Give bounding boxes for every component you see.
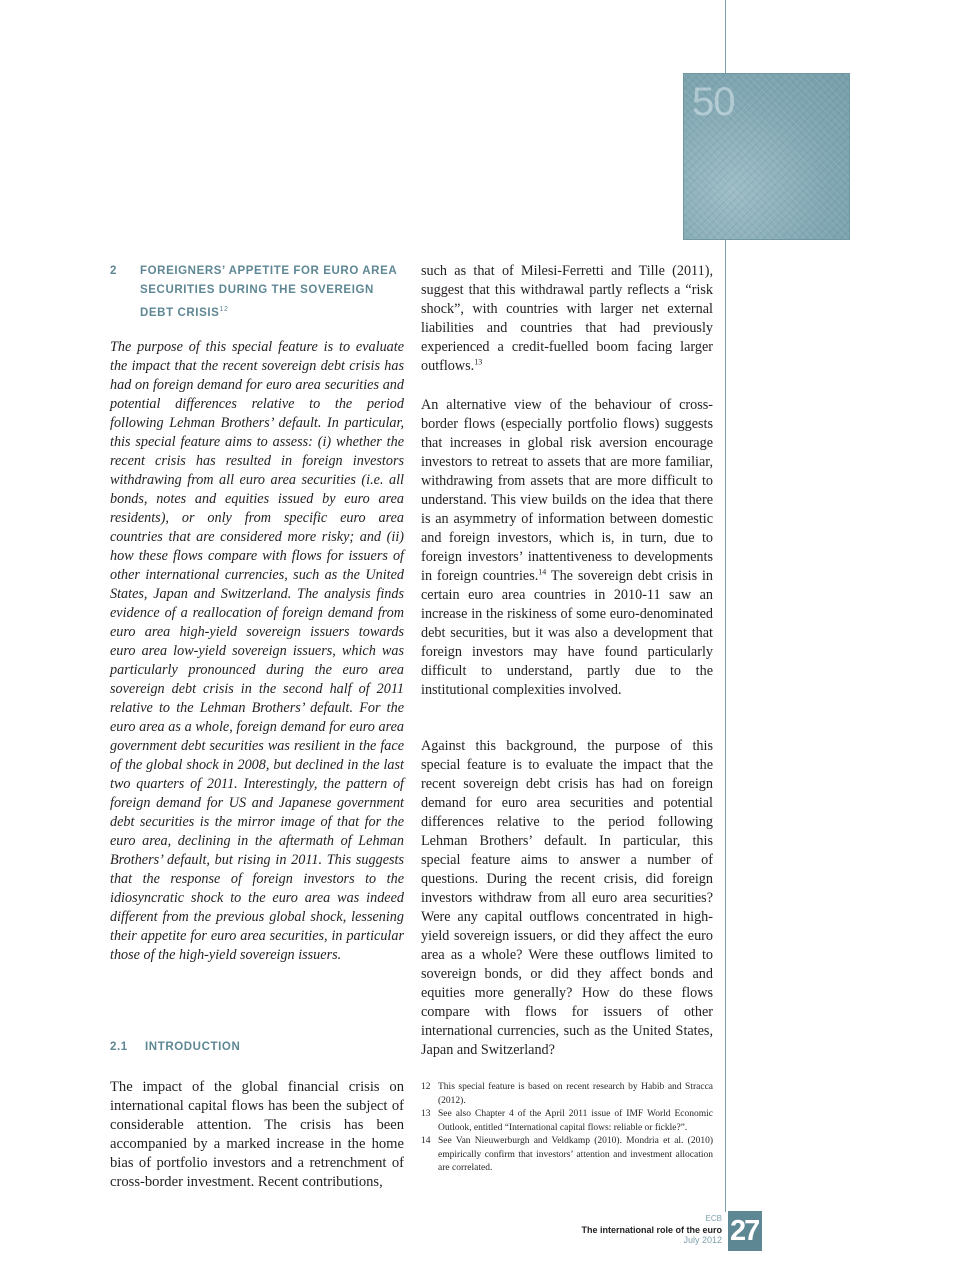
page-number: 27	[728, 1211, 762, 1251]
footnote-number: 13	[421, 1109, 431, 1119]
right-paragraph-1	[421, 262, 713, 376]
section-title: FOREIGNERS’ APPETITE FOR EURO AREA SECURITIES DURING THE SOVEREIGN DEBT CRISIS	[140, 265, 397, 319]
subsection-number: 2.1	[110, 1041, 128, 1053]
section-title-footnote-ref: 12	[219, 306, 229, 313]
right-p2-text-b: The sovereign debt crisis in certain euro area countries in 2010-11 saw an increase in the riskiness of some euro-denominated debt securities, but it was also a development that foreign investors may have found particularly difficult to understand, partly due to the institutional complexities involved.	[421, 568, 713, 698]
subsection-title: INTRODUCTION	[145, 1041, 241, 1053]
footer-publication: The international role of the euro	[581, 1224, 722, 1235]
page-footer	[581, 1214, 722, 1246]
footnote-text: See also Chapter 4 of the April 2011 issue of IMF World Economic Outlook, entitled “International capital flows: reliable or fickle?”.	[438, 1109, 713, 1133]
section-title-wrap	[140, 262, 410, 323]
footnote-text: See Van Nieuwerburgh and Veldkamp (2010). Mondria et al. (2010) empirically confirm that investors’ attention and investment allocation are correlated.	[438, 1136, 713, 1173]
footnote-ref-13: 13	[474, 357, 483, 367]
footnote-item	[421, 1081, 713, 1108]
right-paragraph-2	[421, 396, 713, 700]
footnote-item	[421, 1108, 713, 1135]
right-paragraph-3: Against this background, the purpose of this special feature is to evaluate the impact that the recent sovereign debt crisis has had on foreign demand for euro area securities and potential differences relative to the period following Lehman Brothers’ default. In particular, this special feature aims to answer a number of questions. During the recent crisis, did foreign investors withdraw from all euro area securities? Were any capital outflows concentrated in high-yield sovereign issuers, or did they affect the euro area as a whole? Were these outflows limited to sovereign bonds, or did they affect bonds and equities more generally? How do these flows compare with flows for issuers of other international currencies, such as the United States, Japan and Switzerland?	[421, 738, 713, 1058]
footer-date: July 2012	[683, 1235, 722, 1245]
subsection-heading	[110, 1041, 410, 1053]
banknote-illustration	[683, 73, 850, 240]
intro-paragraph: The impact of the global financial crisis on international capital flows has been the subject of considerable attention. The crisis has been accompanied by a marked increase in the home bias of portfolio investors and a retrenchment of cross-border investment. Recent contributions,	[110, 1079, 404, 1190]
footnotes	[421, 1081, 713, 1176]
footnote-text: This special feature is based on recent research by Habib and Stracca (2012).	[438, 1082, 713, 1106]
footnote-number: 14	[421, 1136, 431, 1146]
footer-org: ECB	[705, 1214, 722, 1223]
section-number: 2	[110, 265, 117, 277]
banknote-denomination: 50	[692, 80, 735, 124]
right-p2-text-a: An alternative view of the behaviour of cross-border flows (especially portfolio flows) suggests that increases in global risk aversion encourage investors to retreat to assets that are more familiar, withdrawing from assets that are more difficult to understand. This view builds on the idea that there is an asymmetry of information between domestic and foreign investors, which is, in turn, due to foreign investors’ inattentiveness to developments in foreign countries.	[421, 397, 713, 584]
section-abstract: The purpose of this special feature is to evaluate the impact that the recent sovereign debt crisis has had on foreign demand for euro area securities and potential differences relative to the period following Lehman Brothers’ default. In particular, this special feature aims to assess: (i) whether the recent crisis has resulted in foreign investors withdrawing from all euro area securities (i.e. all bonds, notes and equities issued by euro area residents), or only from specific euro area countries that are considered more risky; and (ii) how these flows compare with flows for issuers of other international currencies, such as the United States, Japan and Switzerland. The analysis finds evidence of a reallocation of foreign demand from euro area high-yield sovereign issuers towards euro area low-yield sovereign issuers, which was particularly pronounced during the euro area sovereign debt crisis in the second half of 2011 relative to the Lehman Brothers’ default. For the euro area as a whole, foreign demand for euro area government debt securities was resilient in the face of the global shock in 2008, but declined in the last two quarters of 2011. Interestingly, the pattern of foreign demand for US and Japanese government debt securities is the mirror image of that for the euro area, declining in the aftermath of Lehman Brothers’ default, but rising in 2011. This suggests that the response of foreign investors to the idiosyncratic shock to the euro area was indeed different from the previous global shock, lessening their appetite for euro area securities, in particular those of the high-yield sovereign issuers.	[110, 339, 404, 963]
right-p1-text: such as that of Milesi-Ferretti and Tille (2011), suggest that this withdrawal partly reflects a “risk shock”, with countries with larger net external liabilities and countries that had previously experienced a credit-fuelled boom facing larger outflows.	[421, 263, 713, 374]
footnote-item	[421, 1135, 713, 1176]
footnote-number: 12	[421, 1082, 431, 1092]
footnote-ref-14: 14	[538, 567, 547, 577]
